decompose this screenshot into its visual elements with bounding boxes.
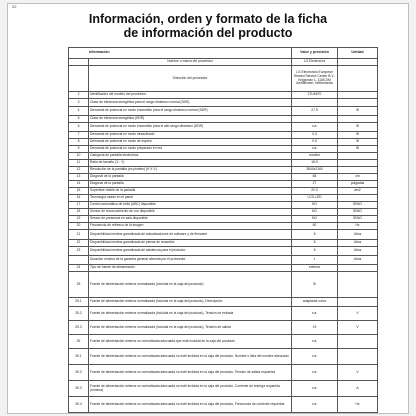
row-unit: W — [338, 107, 378, 116]
row-description: Categoría de pantalla electrónica — [89, 153, 292, 160]
row-number: 14 — [69, 181, 89, 188]
row-unit — [338, 116, 378, 123]
row-value: n.a. — [292, 397, 338, 413]
table-row — [69, 181, 378, 188]
row-value: adaptador ca/cc — [292, 298, 338, 307]
row-value: LG Electronics — [292, 59, 338, 66]
row-number: 24 — [69, 265, 89, 272]
row-description: Demanda de potencia en modo encendido para el rango dinámico normal (SDR) — [89, 107, 292, 116]
row-description: Disponibilidad mínima garantizada de piezas de recambio — [89, 240, 292, 247]
row-unit — [338, 92, 378, 99]
row-description: Fuente de alimentación externa normalizada (incluida en la caja del producto) — [89, 272, 292, 298]
row-number: 17 — [69, 202, 89, 209]
row-unit: W — [338, 123, 378, 132]
table-row — [69, 123, 378, 132]
row-description: Fuente de alimentación externa no normalizada adecuada no esté incluida en la caja del producto, Corriente de entrega requerida (mínima) — [89, 381, 292, 397]
row-number: 8 — [69, 139, 89, 146]
table-row — [69, 202, 378, 209]
row-unit: Hz — [338, 397, 378, 413]
row-unit: Años — [338, 230, 378, 240]
row-unit — [338, 99, 378, 107]
row-number: 26.1 — [69, 349, 89, 365]
row-value: 60 — [292, 223, 338, 230]
row-number: 9 — [69, 146, 89, 153]
row-unit: dm2 — [338, 188, 378, 195]
row-unit — [338, 66, 378, 92]
row-number: 19 — [69, 216, 89, 223]
header-unit: Unidad — [338, 48, 378, 59]
row-unit: SÍ/NO — [338, 216, 378, 223]
table-row — [69, 307, 378, 321]
row-number: 26.2 — [69, 365, 89, 381]
row-number: 11 — [69, 160, 89, 167]
row-unit — [338, 335, 378, 349]
row-unit: V — [338, 307, 378, 321]
row-description: Tecnología usado en el panel — [89, 195, 292, 202]
row-description: Tipo de fuente de alimentación — [89, 265, 292, 272]
table-row — [69, 321, 378, 335]
row-unit: V — [338, 321, 378, 335]
product-information-sheet — [7, 3, 409, 414]
row-value: n.a. — [292, 307, 338, 321]
row-value: n.a. — [292, 335, 338, 349]
row-description: Demanda de potencia en modo de espera — [89, 139, 292, 146]
row-value: NO — [292, 202, 338, 209]
table-body — [69, 59, 378, 413]
row-number — [69, 66, 89, 92]
row-number: 25.3 — [69, 321, 89, 335]
row-value: NO — [292, 209, 338, 216]
row-value: 8 — [292, 230, 338, 240]
row-value: 3840x2160 — [292, 167, 338, 174]
row-number: 25.1 — [69, 298, 89, 307]
row-unit — [338, 265, 378, 272]
header-info: Información — [69, 48, 292, 59]
row-description: Dirección del proveedor — [89, 66, 292, 92]
row-number: 26.4 — [69, 397, 89, 413]
row-description: Disponibilidad mínima garantizada de actualizaciones de software y de firmware — [89, 230, 292, 240]
product-information-table — [68, 47, 378, 413]
row-number: 26 — [69, 335, 89, 349]
row-unit — [338, 59, 378, 66]
row-description: Demanda de potencia en modo preparado en red — [89, 146, 292, 153]
row-value: 1 — [292, 256, 338, 265]
row-value: LCD-LED — [292, 195, 338, 202]
table-row — [69, 349, 378, 365]
page-number: 22 — [12, 4, 17, 9]
row-value: 27 — [292, 181, 338, 188]
table-row — [69, 381, 378, 397]
row-description: Ratio de tamaño (X : Y) — [89, 160, 292, 167]
row-description: Diagonal de la pantalla — [89, 181, 292, 188]
row-unit — [338, 298, 378, 307]
row-value: n.a. — [292, 365, 338, 381]
table-header-row — [69, 48, 378, 59]
row-unit: cm — [338, 174, 378, 181]
row-unit: W — [338, 132, 378, 139]
row-number: 13 — [69, 174, 89, 181]
row-value: LG Electronics European Shared Service Center B.V., Krijgsman 1, 1186 DM Amstelveen, Netherlands — [292, 66, 338, 92]
row-number: 22 — [69, 240, 89, 247]
row-description: Superficie visible de la pantalla — [89, 188, 292, 195]
row-value: NO — [292, 216, 338, 223]
row-number: 15 — [69, 188, 89, 195]
table-row — [69, 265, 378, 272]
table-row — [69, 167, 378, 174]
row-value: 27UK670 — [292, 92, 338, 99]
table-row — [69, 146, 378, 153]
row-description: Frecuencia de refresco de la imagen — [89, 223, 292, 230]
title-line-1: Información, orden y formato de la ficha — [88, 12, 328, 26]
row-description: Demanda de potencia en modo desactivado — [89, 132, 292, 139]
table-row — [69, 195, 378, 202]
row-unit — [338, 167, 378, 174]
table-row — [69, 153, 378, 160]
row-unit: pulgadas — [338, 181, 378, 188]
table-row — [69, 139, 378, 146]
row-unit: Años — [338, 256, 378, 265]
row-description: Fuente de alimentación externa no normalizada adecuada no esté incluida en la caja del producto, Nombre o lista del nombre adecuado — [89, 349, 292, 365]
row-number: 12 — [69, 167, 89, 174]
row-description: Control automático de brillo (ABC) disponible — [89, 202, 292, 209]
row-number: 4 — [69, 107, 89, 116]
row-number: 20 — [69, 223, 89, 230]
row-unit — [338, 195, 378, 202]
row-value — [292, 99, 338, 107]
row-number — [69, 59, 89, 66]
table-row — [69, 230, 378, 240]
row-value — [292, 116, 338, 123]
table-row — [69, 247, 378, 256]
header-value: Valor y precisión — [292, 48, 338, 59]
table-row — [69, 365, 378, 381]
row-description: Identificador del modelo del proveedor — [89, 92, 292, 99]
table-row — [69, 59, 378, 66]
table-row — [69, 256, 378, 265]
table-row — [69, 216, 378, 223]
table-row — [69, 160, 378, 167]
row-number: 25 — [69, 272, 89, 298]
row-description: Fuente de alimentación externa no normalizada adecuada no esté incluida en la caja del producto, Frecuencia de corriente requerida — [89, 397, 292, 413]
row-number: 10 — [69, 153, 89, 160]
row-value: 27.9 — [292, 107, 338, 116]
row-unit — [338, 349, 378, 365]
row-description: Fuente de alimentación externa no normalizada adecuada que esté incluida en la caja del producto — [89, 335, 292, 349]
row-value: 8 — [292, 240, 338, 247]
row-number: 6 — [69, 123, 89, 132]
row-number: 2 — [69, 92, 89, 99]
row-value: 20.0 — [292, 188, 338, 195]
row-unit: W — [338, 139, 378, 146]
row-description: Duración mínima de la garantía general ofrecida por el proveedor — [89, 256, 292, 265]
row-number: 18 — [69, 209, 89, 216]
row-description: Fuente de alimentación externa normalizada (incluida en la caja del producto), Descripción — [89, 298, 292, 307]
row-description: Nombre o marca del proveedor — [89, 59, 292, 66]
row-number: 7 — [69, 132, 89, 139]
row-number: 25.2 — [69, 307, 89, 321]
row-value: n.a. — [292, 146, 338, 153]
row-unit: V — [338, 365, 378, 381]
title-line-2: de información del producto — [123, 26, 293, 40]
table-row — [69, 188, 378, 195]
row-unit: SÍ/NO — [338, 202, 378, 209]
row-description: Sensor de presencia en sala disponible — [89, 216, 292, 223]
row-value: Sí — [292, 272, 338, 298]
row-description: Fuente de alimentación externa normalizada (incluida en la caja del producto), Tensión de salida — [89, 321, 292, 335]
row-unit: W — [338, 146, 378, 153]
row-value: monitor — [292, 153, 338, 160]
table-row — [69, 240, 378, 247]
row-value: 68 — [292, 174, 338, 181]
row-unit: Hz — [338, 223, 378, 230]
row-unit: Años — [338, 240, 378, 247]
row-description: Demanda de potencia en modo encendido para el alto rango dinámico (HDR) — [89, 123, 292, 132]
table-row — [69, 66, 378, 92]
row-unit: Años — [338, 247, 378, 256]
row-description: Sensor de reconocimiento de voz disponible — [89, 209, 292, 216]
table-row — [69, 174, 378, 181]
row-value: n.a. — [292, 381, 338, 397]
table-row — [69, 335, 378, 349]
table-row — [69, 107, 378, 116]
row-description: Diagonal de la pantalla — [89, 174, 292, 181]
row-description: Fuente de alimentación externa normalizada (incluida en la caja del producto), Tensión de entrada — [89, 307, 292, 321]
table-row — [69, 116, 378, 123]
row-value: 0.3 — [292, 132, 338, 139]
row-description: Disponibilidad mínima garantizada de asistencia para el producto — [89, 247, 292, 256]
row-unit — [338, 272, 378, 298]
table-row — [69, 272, 378, 298]
row-number: 3 — [69, 99, 89, 107]
row-description: Clase de eficiencia energética para el rango dinámico normal (SDR) — [89, 99, 292, 107]
row-description: Fuente de alimentación externa no normalizada adecuada no esté incluida en la caja del producto, Tensión de salida requerida — [89, 365, 292, 381]
row-unit — [338, 153, 378, 160]
table-row — [69, 223, 378, 230]
table-row — [69, 209, 378, 216]
row-value: 0.5 — [292, 139, 338, 146]
table-row — [69, 99, 378, 107]
row-number — [69, 256, 89, 265]
row-unit — [338, 160, 378, 167]
row-value: 8 — [292, 247, 338, 256]
row-unit: A — [338, 381, 378, 397]
table-row — [69, 397, 378, 413]
row-value: 19 — [292, 321, 338, 335]
table-row — [69, 132, 378, 139]
row-unit: SÍ/NO — [338, 209, 378, 216]
row-value: 16:9 — [292, 160, 338, 167]
row-description: Clase de eficiencia energética (HDR) — [89, 116, 292, 123]
row-value: n.a. — [292, 123, 338, 132]
row-number: 23 — [69, 247, 89, 256]
row-number: 21 — [69, 230, 89, 240]
row-value: externa — [292, 265, 338, 272]
table-row — [69, 298, 378, 307]
page-title — [8, 12, 408, 40]
row-number: 5 — [69, 116, 89, 123]
row-number: 16 — [69, 195, 89, 202]
row-value: n.a. — [292, 349, 338, 365]
row-description: Resolución de la pantalla (en píxeles) (H X V) — [89, 167, 292, 174]
row-number: 26.3 — [69, 381, 89, 397]
table-row — [69, 92, 378, 99]
